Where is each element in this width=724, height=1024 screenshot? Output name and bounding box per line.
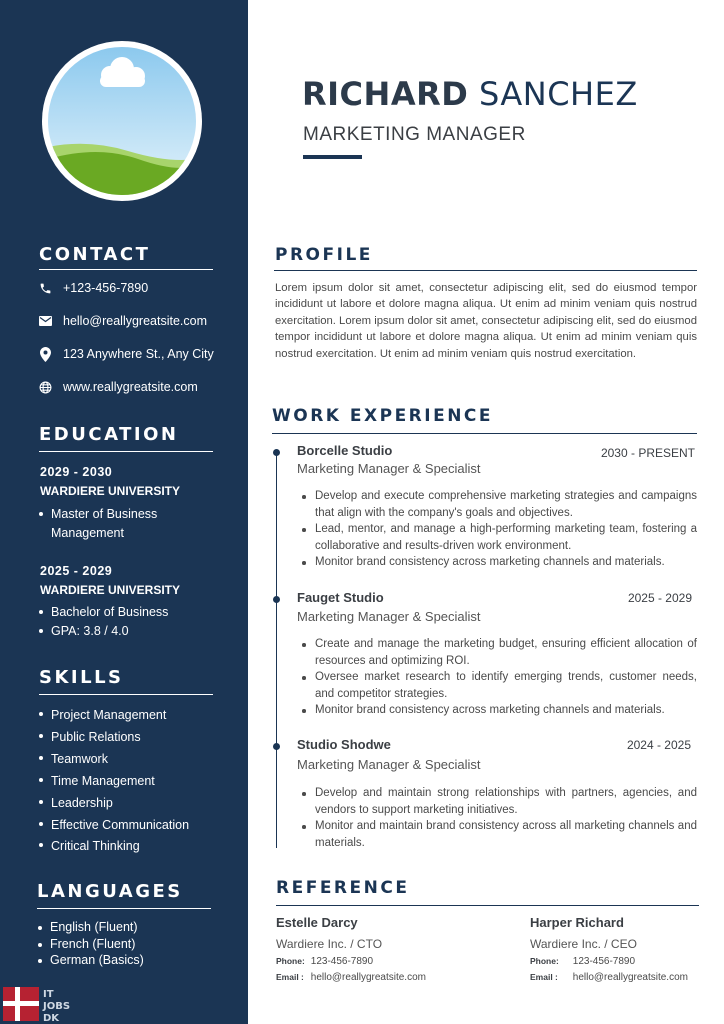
job-role: Marketing Manager & Specialist <box>297 609 481 624</box>
job-role: Marketing Manager & Specialist <box>297 461 481 476</box>
skill-item: Project Management <box>39 705 189 727</box>
profile-heading: PROFILE <box>275 245 373 265</box>
skills-divider <box>39 694 213 695</box>
last-name: SANCHEZ <box>478 75 638 113</box>
globe-icon <box>38 380 52 394</box>
phone-label: Phone: <box>530 956 559 966</box>
job-dates: 2025 - 2029 <box>627 591 692 605</box>
skill-item: Critical Thinking <box>39 836 189 858</box>
skills-list <box>39 705 189 858</box>
job-bullet: Create and manage the marketing budget, ensuring efficient allocation of resources and optimizing ROI. <box>299 636 697 669</box>
languages-heading: LANGUAGES <box>37 881 183 902</box>
skill-item: Teamwork <box>39 749 189 771</box>
reference-email-value: hello@reallygreatsite.com <box>310 972 426 983</box>
email-label: Email : <box>530 972 558 982</box>
job-dates: 2030 - PRESENT <box>600 446 695 460</box>
experience-heading: WORK EXPERIENCE <box>272 406 494 426</box>
reference-phone <box>530 956 635 967</box>
skill-item: Public Relations <box>39 727 189 749</box>
job-bullets <box>299 636 697 719</box>
website-text: www.reallygreatsite.com <box>63 380 198 394</box>
reference-organization: Wardiere Inc. / CEO <box>530 937 637 951</box>
full-name <box>302 75 638 113</box>
job-bullet: Monitor brand consistency across marketing channels and materials. <box>299 702 697 719</box>
svg-text:DK: DK <box>43 1013 60 1023</box>
education-heading: EDUCATION <box>39 424 179 445</box>
timeline-dot <box>273 596 280 603</box>
education-divider <box>39 451 213 452</box>
reference-email <box>530 972 688 983</box>
email-icon <box>38 314 52 328</box>
job-role: Marketing Manager & Specialist <box>297 757 481 772</box>
job-bullet: Monitor brand consistency across marketing channels and materials. <box>299 554 697 571</box>
contact-heading: CONTACT <box>39 244 151 265</box>
email-text: hello@reallygreatsite.com <box>63 314 208 328</box>
education-school: WARDIERE UNIVERSITY <box>40 484 181 498</box>
education-school: WARDIERE UNIVERSITY <box>40 583 181 597</box>
contact-phone <box>38 279 148 297</box>
language-item: English (Fluent) <box>38 919 144 936</box>
job-bullet: Lead, mentor, and manage a high-performing marketing team, fostering a collaborative and results-driven work environment. <box>299 521 697 554</box>
itjobs-watermark-logo <box>3 985 83 1023</box>
contact-website <box>38 378 198 396</box>
education-details-list <box>39 505 157 543</box>
job-title: MARKETING MANAGER <box>303 124 526 145</box>
svg-text:JOBS: JOBS <box>43 1001 71 1012</box>
reference-heading: REFERENCE <box>276 878 410 898</box>
timeline-dot <box>273 449 280 456</box>
profile-photo <box>42 41 202 201</box>
timeline-dot <box>273 743 280 750</box>
job-dates: 2024 - 2025 <box>626 738 691 752</box>
location-pin-icon <box>38 347 52 361</box>
job-company: Studio Shodwe <box>297 737 391 752</box>
title-accent-bar <box>303 155 362 159</box>
contact-email <box>38 312 207 330</box>
profile-divider <box>274 270 697 271</box>
education-gpa: GPA: 3.8 / 4.0 <box>39 622 168 641</box>
reference-phone <box>276 956 373 967</box>
reference-email <box>276 972 426 983</box>
phone-text: +123-456-7890 <box>63 281 149 295</box>
reference-email-value: hello@reallygreatsite.com <box>572 972 688 983</box>
job-bullet: Develop and maintain strong relationships with partners, agencies, and vendors to support marketing initiatives. <box>299 785 697 818</box>
first-name: RICHARD <box>302 75 469 113</box>
phone-icon <box>38 281 52 295</box>
experience-divider <box>272 433 697 434</box>
svg-text:IT: IT <box>43 989 54 1000</box>
job-bullet: Monitor and maintain brand consistency across all marketing channels and materials. <box>299 818 697 851</box>
education-years: 2025 - 2029 <box>40 564 113 578</box>
education-degree-cont: Management <box>51 526 124 540</box>
reference-name: Harper Richard <box>530 915 624 930</box>
experience-timeline <box>276 452 277 848</box>
job-company: Borcelle Studio <box>297 443 393 458</box>
sidebar <box>0 0 248 1024</box>
reference-divider <box>276 905 699 906</box>
language-item: French (Fluent) <box>38 936 144 953</box>
job-bullets <box>299 785 697 851</box>
reference-phone-value: 123-456-7890 <box>572 956 636 967</box>
landscape-placeholder-icon <box>48 47 196 195</box>
skill-item: Time Management <box>39 771 189 793</box>
contact-divider <box>39 269 213 270</box>
job-bullet: Oversee market research to identify emerging trends, customer needs, and competitor strategies. <box>299 669 697 702</box>
languages-list <box>38 919 144 969</box>
phone-label: Phone: <box>276 956 305 966</box>
address-text: 123 Anywhere St., Any City <box>63 347 214 361</box>
email-label: Email : <box>276 972 304 982</box>
education-details-list <box>39 603 168 641</box>
reference-organization: Wardiere Inc. / CTO <box>276 937 383 951</box>
education-years: 2029 - 2030 <box>40 465 113 479</box>
skill-item: Effective Communication <box>39 815 189 837</box>
contact-address <box>38 345 214 363</box>
skill-item: Leadership <box>39 793 189 815</box>
reference-phone-value: 123-456-7890 <box>310 956 374 967</box>
job-company: Fauget Studio <box>297 590 384 605</box>
reference-name: Estelle Darcy <box>276 915 358 930</box>
education-degree: Bachelor of Business <box>39 603 168 622</box>
languages-divider <box>37 908 211 909</box>
job-bullet: Develop and execute comprehensive marketing strategies and campaigns that align with the company's goals and objectives. <box>299 488 697 521</box>
profile-text: Lorem ipsum dolor sit amet, consectetur adipiscing elit, sed do eiusmod tempor incididunt ut labore et dolore magna aliqua. Ut enim ad minim veniam quis nostrud exercitation. Lorem ipsum dolor sit amet, consectetur adipiscing elit, sed do eiusmod tempor incididunt ut labore et dolore magna aliqua. Ut enim ad minim veniam quis nostrud exercitation. Ut enim ad minim veniam quis nostrud exercitation. <box>275 282 697 360</box>
education-degree: Master of Business <box>39 505 157 524</box>
language-item: German (Basics) <box>38 952 144 969</box>
skills-heading: SKILLS <box>39 667 124 688</box>
job-bullets <box>299 488 697 571</box>
